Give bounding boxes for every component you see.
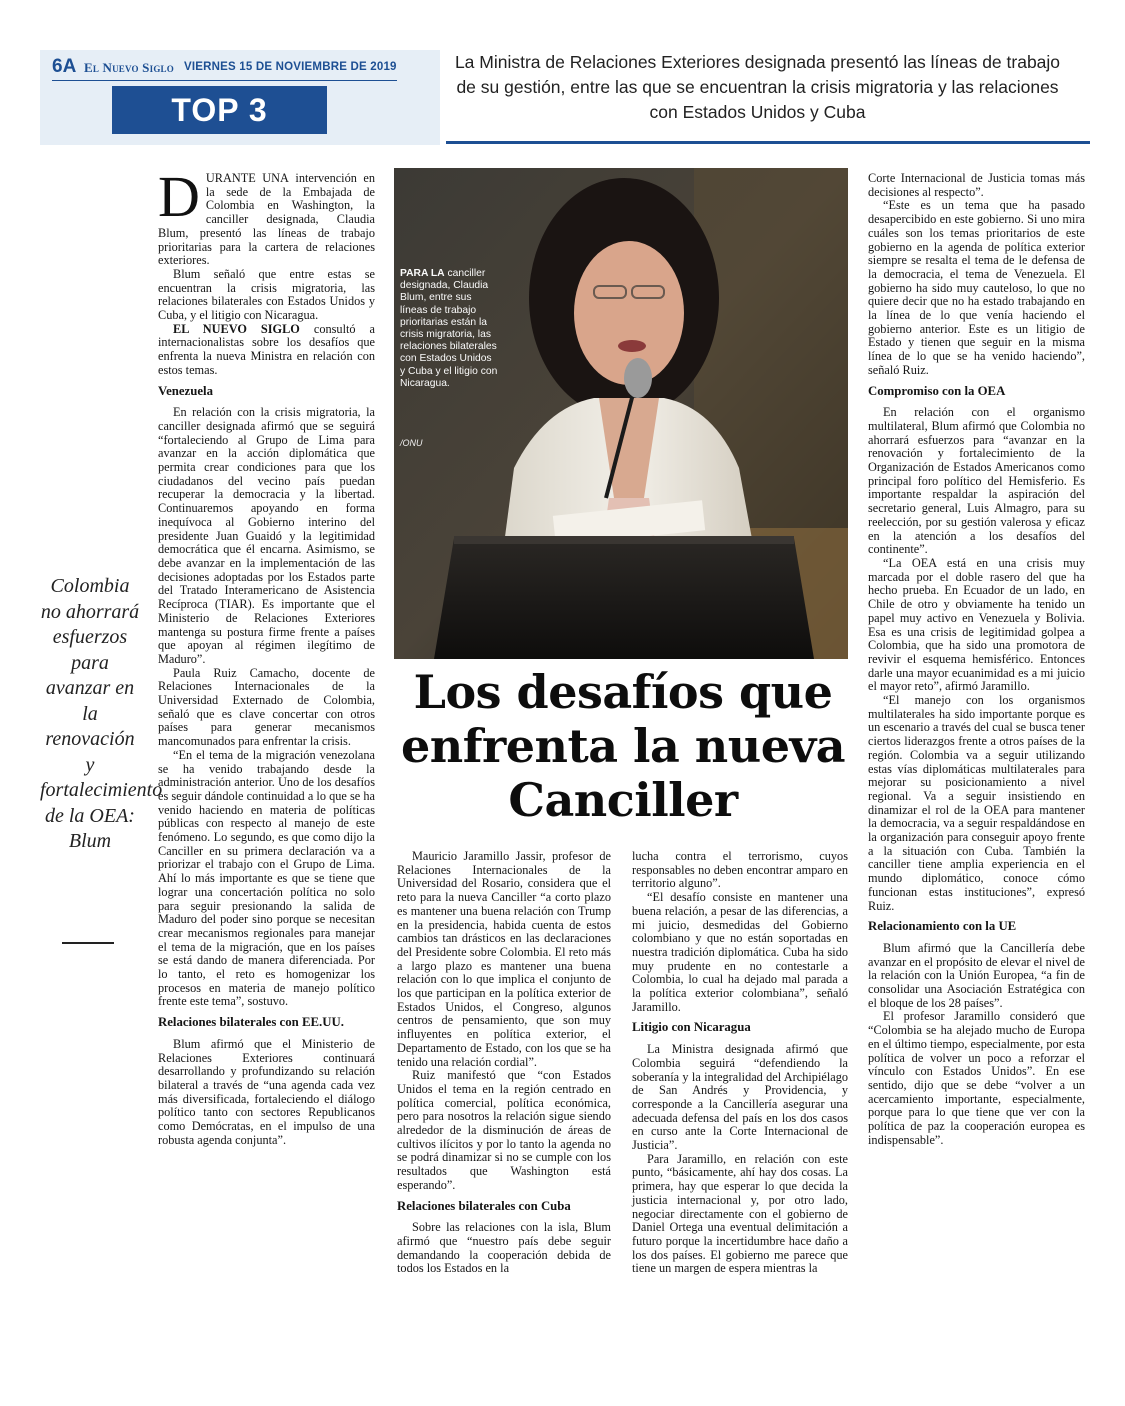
photo-caption <box>400 268 498 390</box>
subheading-cuba: Relaciones bilaterales con Cuba <box>397 1198 571 1213</box>
paragraph: Para Jaramillo, en relación con este punto, “básicamente, ahí hay dos cosas. La primera, hay que esperar lo que decida la justicia internacional y, por otro lado, negociar directamente con el gobierno de Daniel Ortega una eventual delimitación a futuro porque la incertidumbre hace daño a los dos países. El gobierno me parece que tiene un margen de espera mientras la <box>632 1151 848 1276</box>
paragraph: Blum señaló que entre estas se encuentran la crisis migratoria, las relaciones bilaterales con Estados Unidos y Cuba, y el litigio con Nicaragua. <box>158 266 375 323</box>
paragraph: “En el tema de la migración venezolana se ha venido trabajando desde la administración anterior. Uno de los desafíos es seguir dándole continuidad a lo que se ha venido haciendo en materia de políticas públicas con respecto al manejo de este fenómeno. Lo segundo, es que como dijo la Canciller en su primera declaración va a priorizar el trabajo con el Grupo de Lima. Ahí lo más importante es que se tiene que lograr una concertación política no solo para seguir presionando la salida de Maduro del poder sino porque se necesitan crear mecanismos regionales para manejar el tema de la migración, que en los países se está dando de manera diferenciada. Por lo tanto, el reto es homogenizar los procesos en materia de manejo político frente este tema”, sostuvo. <box>158 747 375 1009</box>
subheading-ue: Relacionamiento con la UE <box>868 919 1017 934</box>
photo-illustration <box>394 168 848 659</box>
subheading-venezuela: Venezuela <box>158 383 213 398</box>
caption-lead: PARA LA <box>400 268 445 279</box>
issue-date: VIERNES 15 DE NOVIEMBRE DE 2019 <box>184 61 397 73</box>
pull-quote: Colombia no ahorrará esfuerzos para avanzar en la renovación y fortalecimiento de la OEA: Blum <box>40 575 163 852</box>
paragraph: lucha contra el terrorismo, cuyos responsables no deben encontrar amparo en territorio alguno”. <box>632 849 848 891</box>
paragraph: Blum afirmó que la Cancillería debe avanzar en el propósito de elevar el nivel de la relación con la Unión Europea, “a fin de consolidar una Asociación Estratégica con el bloque de los 28 países”. <box>868 940 1085 1010</box>
header-rule <box>446 141 1090 144</box>
pull-quote-rule <box>62 942 114 944</box>
paragraph: Paula Ruiz Camacho, docente de Relaciones Internacionales de la Universidad Externado de Colombia, señaló que es clave concertar con otros países para generar mecanismos mancomunados para enfrentar la crisis. <box>158 665 375 749</box>
paragraph: Blum afirmó que el Ministerio de Relaciones Exteriores continuará desarrollando y profundizando su relación bilateral a través de “una agenda cada vez más diversificada, fortaleciendo el diálogo político tanto con sectores Republicanos como Demócratas, en el impulso de una robusta agenda conjunta”. <box>158 1036 375 1147</box>
photo-credit: /ONU <box>400 438 423 448</box>
column-5 <box>868 172 1085 1148</box>
page-number: 6A <box>52 56 77 77</box>
subheading-eeuu: Relaciones bilaterales con EE.UU. <box>158 1015 344 1030</box>
section-label: TOP 3 <box>112 86 327 134</box>
paragraph: El profesor Jaramillo consideró que “Colombia se ha alejado mucho de Europa en el último tiempo, especialmente, por esta política de volver un poco a reforzar el vínculo con Estados Unidos”. En ese sentido, dijo que se debe “volver a un acercamiento importante, especialmente, porque para lo que tiene que ver con la política de paz la cooperación europea es indispensable”. <box>868 1009 1085 1147</box>
caption-text: canciller designada, Claudia Blum, entre sus líneas de trabajo prioritarias están la crisis migratoria, las relaciones bilaterales con Estados Unidos y Cuba y el litigio con Nicaragua. <box>400 268 498 389</box>
paragraph-text: consultó a internacionalistas sobre los desafíos que enfrenta la nueva Ministra en relación con estos temas. <box>158 321 376 377</box>
paragraph: “Este es un tema que ha pasado desapercibido en este gobierno. Si uno mira cuáles son los temas prioritarios de este gobierno en la agenda de política exterior siempre se resalta el tema de le defensa de la democracia, el tema de Venezuela. El gobierno ha sido muy cauteloso, lo que no quiere decir que no ha estado trabajando en la línea de lo que venía haciendo el gobierno anterior. Este es un litigio de Estado y tienen que seguir en la misma línea de lo que se ha venido haciendo”, señaló Ruiz. <box>868 198 1085 377</box>
paragraph: La Ministra designada afirmó que Colombia seguirá “defendiendo la soberanía y la integralidad del Archipiélago de San Andrés y Providencia, y corresponde a la Cancillería asegurar una adecuada defensa del país en los dos casos en curso ante la Corte Internacional de Justicia”. <box>632 1042 848 1153</box>
article-headline: Los desafíos que enfrenta la nueva Canciller <box>401 665 845 827</box>
paragraph: Mauricio Jaramillo Jassir, profesor de Relaciones Internacionales de la Universidad del Rosario, considera que el reto para la nueva Canciller “a corto plazo es mantener una buena relación con Trump en la presidencia, habida cuenta de estos cambios tan drásticos en las declaraciones del Presidente sobre Colombia. El reto más a largo plazo es mantener una buena relación con lo que implica el conjunto de los que participan en la política exterior de Estados Unidos, el Congreso, algunos centros de pensamiento, que son muy influyentes en política exterior, el Departamento de Estado, con los que se ha tenido una relación cordial”. <box>397 849 611 1069</box>
paragraph: En relación con la crisis migratoria, la canciller designada afirmó que se seguirá “fortaleciendo al Grupo de Lima para avanzar en la acción diplomática que permita crear condiciones para que los ciudadanos del vecino país puedan recuperar la democracia y la libertad. Continuaremos apoyando en forma inequívoca al Gobierno interino del presidente Juan Guaidó y la legitimidad democrática que él encarna. Asimismo, se debe avanzar en la implementación de las decisiones adoptadas por los Estados parte del Tratado Interamericano de Asistencia Recíproca (TIAR). Es importante que el Ministerio de Relaciones Exteriores mantenga su postura firme frente a países que apoyan al régimen ilegítimo de Maduro”. <box>158 405 375 666</box>
newspaper-mention: EL NUEVO SIGLO <box>173 321 300 336</box>
column-3 <box>397 850 611 1276</box>
paragraph: En relación con el organismo multilateral, Blum afirmó que Colombia no ahorrará esfuerzos para “avanzar en la renovación y fortalecimiento de la Organización de Estados Americanos como principal foro político del Hemisferio. Es importante respaldar la aspiración del secretario general, Luis Almagro, para su reelección, por su gestión valerosa y eficaz en la atención a los desafíos del continente”. <box>868 405 1085 557</box>
drop-cap: D <box>158 164 200 229</box>
header-rule-left <box>52 80 397 81</box>
subheading-oea: Compromiso con la OEA <box>868 383 1006 398</box>
paragraph: Sobre las relaciones con la isla, Blum afirmó que “nuestro país debe seguir demandando la cooperación debida de todos los Estados en la <box>397 1220 611 1276</box>
article-photo <box>394 168 848 659</box>
paragraph: “El manejo con los organismos multilaterales ha sido importante porque es un escenario a través del cual se busca tener ciertos liderazgos frente a otros países de la región. Colombia va a seguir utilizando estas vías diplomáticas multilaterales para mejorar su posicionamiento a nivel regional. Va a seguir insistiendo en dinamizar el rol de la OEA para mantener la democracia, va a seguir respaldándose en la organización para conseguir apoyo frente a la situación con Cuba. También la canciller tiene amplia experiencia en el mundo diplomático, conoce cómo funcionan estas instituciones”, expresó Ruiz. <box>868 693 1085 913</box>
subheading-nicaragua: Litigio con Nicaragua <box>632 1020 751 1035</box>
paragraph: Corte Internacional de Justicia tomas más decisiones al respecto”. <box>868 171 1085 199</box>
lead-caps: URANTE UNA <box>205 171 289 185</box>
column-4 <box>632 850 848 1276</box>
paragraph-lead <box>158 164 375 268</box>
newspaper-name: El Nuevo Siglo <box>84 60 174 75</box>
column-1 <box>158 164 376 1148</box>
lead-text: intervención en la sede de la Embajada de Colombia en Washington, la canciller designada, Claudia Blum, presentó las líneas de trabajo prioritarias para la cartera de relaciones exteriores. <box>158 171 375 268</box>
paragraph: “La OEA está en una crisis muy marcada por el doble rasero del que ha hecho prueba. En Ecuador de un lado, en Chile de otro y obviamente ha tenido un papel muy activo en Venezuela y Bolivia. Esa es una crisis de legitimidad golpea a Colombia, que ha sido una promotora de revivir el esquema hemisférico. Entonces darle una mayor ecuanimidad es a mi juicio el mayor reto”, afirmó Jaramillo. <box>868 555 1085 694</box>
article-deck: La Ministra de Relaciones Exteriores designada presentó las líneas de trabajo de su gestión, entre las que se encuentran la crisis migratoria y las relaciones con Estados Unidos y Cuba <box>454 52 1061 122</box>
paragraph <box>158 323 375 378</box>
paragraph: “El desafío consiste en mantener una buena relación, a pesar de las diferencias, a mi juicio, desmedidas del Gobierno colombiano y que no están soportadas en nuestra tradición diplomática. Cuba ha sido muy prudente en no contestarle a Colombia, lo cual ha dejado mal parada a la política exterior colombiana”, señaló Jaramillo. <box>632 890 848 1014</box>
paragraph: Ruiz manifestó que “con Estados Unidos el tema en la región centrado en política comercial, política económica, pero para nosotros la relación sigue siendo alrededor de la disminución de áreas de cultivos ilícitos y por lo tanto la agenda no se podrá dinamizar si no se cumple con los resultados que Washington está esperando”. <box>397 1068 611 1192</box>
